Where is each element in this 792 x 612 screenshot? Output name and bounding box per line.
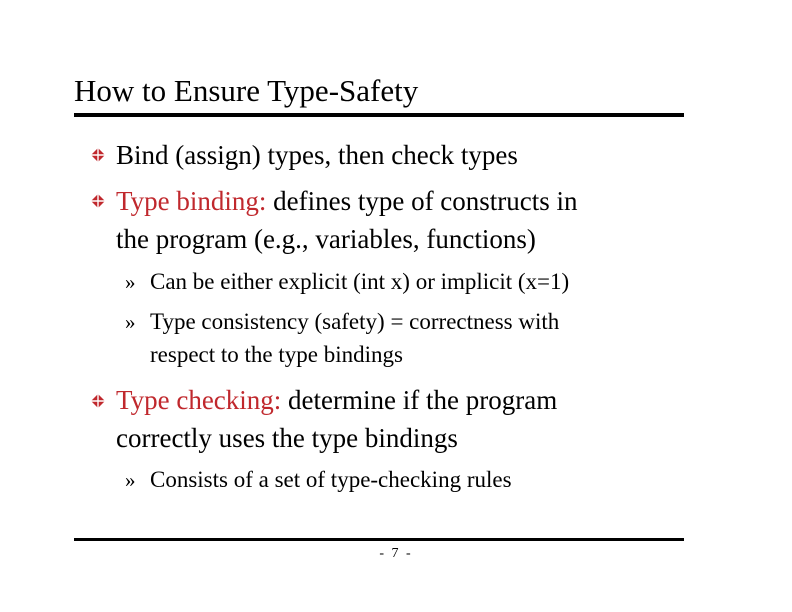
bullet-2-line-2: the program (e.g., variables, functions)	[116, 224, 536, 254]
diamond-bullet-icon	[91, 194, 105, 208]
sub-bullet-3-1-line-1: Consists of a set of type-checking rules	[150, 467, 512, 492]
sub-bullet-marker: »	[125, 310, 136, 334]
sub-bullet-marker: »	[125, 270, 136, 294]
sub-bullet-2-2-line-2: respect to the type bindings	[150, 342, 403, 367]
diamond-bullet-icon	[91, 148, 105, 162]
footer-divider	[74, 538, 684, 541]
page-number: - 7 -	[379, 546, 413, 561]
bullet-2-line-1-rest: defines type of constructs in	[266, 186, 578, 216]
slide-title: How to Ensure Type-Safety	[74, 73, 419, 108]
sub-bullet-2-2-line-1: Type consistency (safety) = correctness with	[150, 309, 560, 334]
sub-bullet-2-1-line-1: Can be either explicit (int x) or implicit (x=1)	[150, 269, 570, 294]
term-type-checking: Type checking:	[116, 385, 282, 415]
diamond-bullet-icon	[91, 394, 105, 408]
bullet-2-line-1	[116, 185, 578, 217]
bullet-3-line-1-rest: determine if the program	[281, 385, 558, 415]
title-divider	[74, 113, 684, 117]
sub-bullet-marker: »	[125, 468, 136, 492]
bullet-3-line-2: correctly uses the type bindings	[116, 423, 458, 453]
bullet-1-line-1: Bind (assign) types, then check types	[116, 140, 518, 170]
bullet-3-line-1	[116, 384, 557, 416]
term-type-binding: Type binding:	[116, 186, 267, 216]
